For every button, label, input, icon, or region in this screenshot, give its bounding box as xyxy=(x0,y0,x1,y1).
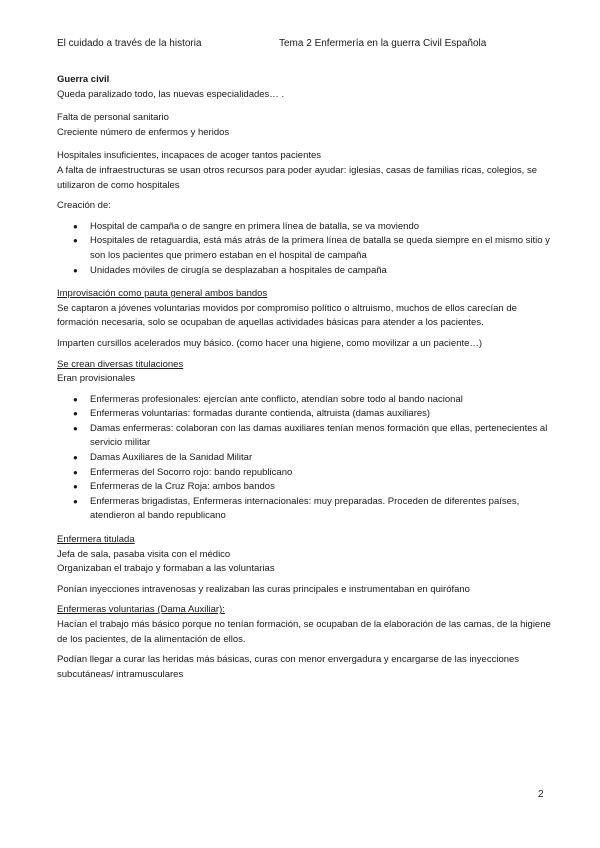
list-item: ● Hospitales de retaguardia, está más atrás de la primera línea de batalla se queda siempre en el mismo sitio y son los pacientes que primero estaban en el hospital de campaña xyxy=(57,234,557,263)
paragraph-organizaban: Organizaban el trabajo y formaban a las voluntarias xyxy=(57,563,275,575)
paragraph-provisionales: Eran provisionales xyxy=(57,373,136,385)
list-item: ● Damas Auxiliares de la Sanidad Militar xyxy=(57,451,557,466)
paragraph-falta-personal: Falta de personal sanitario xyxy=(57,112,169,124)
paragraph-cursillos: Imparten cursillos acelerados muy básico. (como hacer una higiene, como movilizar a un paciente…) xyxy=(57,337,483,349)
list-item: ● Enfermeras del Socorro rojo: bando republicano xyxy=(57,466,557,481)
list-item: ● Enfermeras de la Cruz Roja: ambos bandos xyxy=(57,480,557,495)
section-title-guerra-civil: Guerra civil xyxy=(57,74,110,85)
creacion-title: Creación de: xyxy=(57,200,111,212)
paragraph-voluntarias: Hacían el trabajo más básico porque no tenían formación, se ocupaban de la elaboración de las camas, de la higiene de los pacientes, de la alimentación de ellos. xyxy=(57,619,551,645)
paragraph-hospitales-insuficientes: Hospitales insuficientes, incapaces de acoger tantos pacientes xyxy=(57,150,322,162)
section-title-improvisacion: Improvisación como pauta general ambos bandos xyxy=(57,288,268,300)
paragraph-improvisacion: Se captaron a jóvenes voluntarias movidos por compromiso político o altruismo, muchos de ellos carecían de formación necesaria, solo se ocupaban de aquellas actividades básicas para atender a los pacientes. xyxy=(57,302,517,329)
list-item: ● Enfermeras brigadistas, Enfermeras internacionales: muy preparadas. Proceden de diferentes países, atendieron al bando republicano xyxy=(57,495,557,524)
section-title-voluntarias: Enfermeras voluntarias (Dama Auxiliar): xyxy=(57,604,225,616)
creacion-list xyxy=(57,220,557,278)
paragraph-paralizado: Queda paralizado todo, las nuevas especialidades… . xyxy=(57,88,285,100)
header-left-title: El cuidado a través de la historia xyxy=(57,38,202,49)
list-item: ● Enfermeras voluntarias: formadas durante contienda, altruista (damas auxiliares) xyxy=(57,407,557,422)
list-item: ● Hospital de campaña o de sangre en primera línea de batalla, se va moviendo xyxy=(57,220,557,235)
page-number: 2 xyxy=(538,789,544,800)
paragraph-heridas: Podían llegar a curar las heridas más básicas, curas con menor envergadura y encargarse de las inyecciones subcutáneas/ intramusculares xyxy=(57,654,520,680)
list-item: ● Unidades móviles de cirugía se desplazaban a hospitales de campaña xyxy=(57,264,557,279)
list-item: ● Damas enfermeras: colaboran con las damas auxiliares tenían menos formación que ellas, pertenecientes al servicio militar xyxy=(57,422,557,451)
titulaciones-list xyxy=(57,393,557,524)
section-title-titulaciones: Se crean diversas titulaciones xyxy=(57,358,184,370)
document-body xyxy=(57,73,557,682)
paragraph-creciente: Creciente número de enfermos y heridos xyxy=(57,126,230,138)
section-title-titulada: Enfermera titulada xyxy=(57,534,135,546)
paragraph-inyecciones: Ponían inyecciones intravenosas y realizaban las curas principales e instrumentaban en quirófano xyxy=(57,583,470,595)
paragraph-infraestructuras: A falta de infraestructuras se usan otros recursos para poder ayudar: iglesias, casas de familias ricas, colegios, se utilizaron de como hospitales xyxy=(57,164,537,191)
list-item: ● Enfermeras profesionales: ejercían ante conflicto, atendían sobre todo al bando nacional xyxy=(57,393,557,408)
paragraph-jefa-sala: Jefa de sala, pasaba visita con el médico xyxy=(57,548,231,560)
header-right-title: Tema 2 Enfermería en la guerra Civil Española xyxy=(279,38,487,49)
